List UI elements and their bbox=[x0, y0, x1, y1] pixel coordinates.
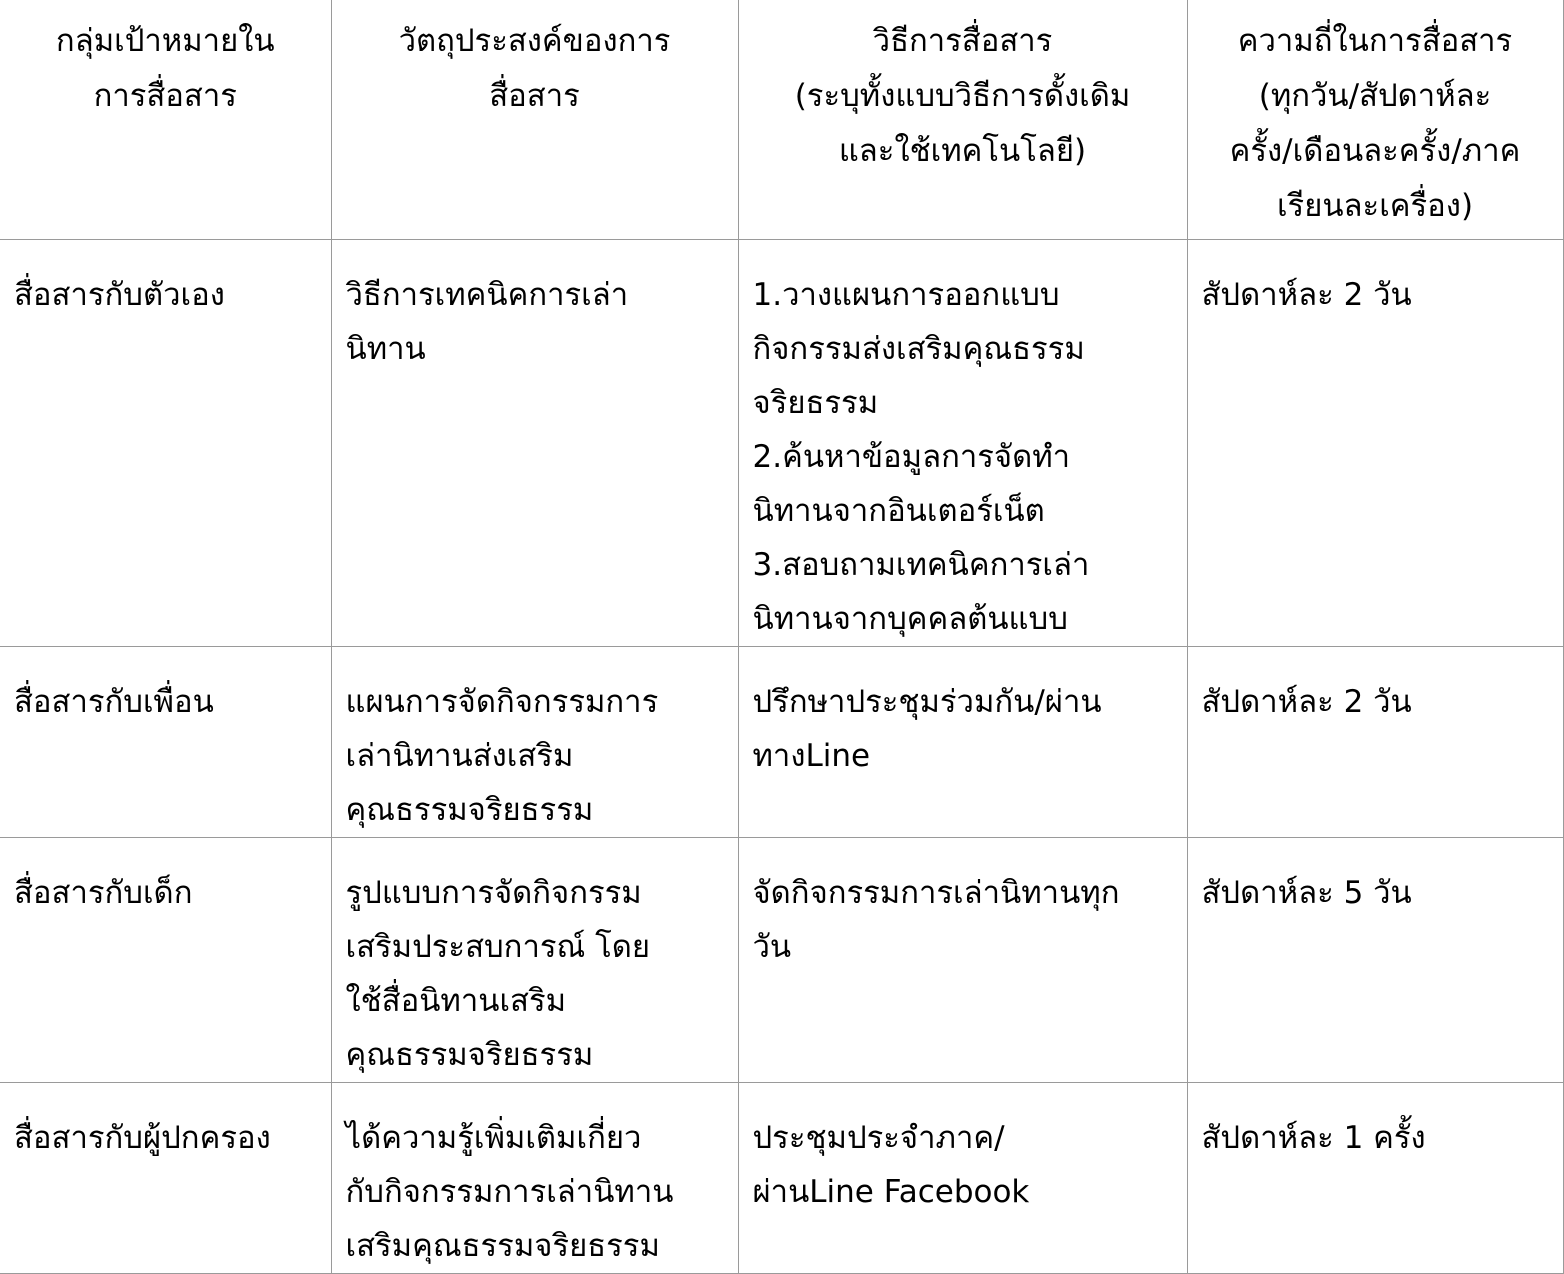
method-cell bbox=[738, 1082, 1187, 1273]
cell-line: ประชุมประจำภาค/ bbox=[752, 1119, 1005, 1156]
cell-line: นิทาน bbox=[345, 330, 426, 367]
header-line: และใช้เทคโนโลยี) bbox=[838, 133, 1087, 169]
table-row bbox=[0, 1082, 1563, 1273]
target-cell bbox=[0, 837, 331, 1082]
table-row bbox=[0, 646, 1563, 837]
target-cell bbox=[0, 239, 331, 646]
cell-line: ทางLine bbox=[752, 737, 871, 774]
header-line: วัตถุประสงค์ของการ bbox=[398, 23, 671, 59]
frequency-cell bbox=[1187, 837, 1563, 1082]
header-line: สื่อสาร bbox=[489, 78, 580, 114]
cell-line: ผ่านLine Facebook bbox=[752, 1173, 1030, 1210]
target-cell bbox=[0, 646, 331, 837]
cell-line: เสริมคุณธรรมจริยธรรม bbox=[345, 1227, 660, 1264]
cell-line: วัน bbox=[752, 928, 792, 965]
table-row bbox=[0, 837, 1563, 1082]
method-cell bbox=[738, 837, 1187, 1082]
objective-cell bbox=[331, 239, 738, 646]
method-cell bbox=[738, 239, 1187, 646]
header-line: (ระบุทั้งแบบวิธีการดั้งเดิม bbox=[794, 78, 1131, 114]
frequency-cell bbox=[1187, 646, 1563, 837]
header-line: เรียนละเครื่อง) bbox=[1276, 188, 1474, 224]
header-line: (ทุกวัน/สัปดาห์ละ bbox=[1258, 78, 1492, 114]
header-line: ความถี่ในการสื่อสาร bbox=[1237, 23, 1513, 59]
table-row bbox=[0, 239, 1563, 646]
header-line: การสื่อสาร bbox=[93, 78, 237, 114]
cell-line: รูปแบบการจัดกิจกรรม bbox=[345, 874, 642, 911]
cell-line: จริยธรรม bbox=[752, 384, 879, 421]
frequency-cell bbox=[1187, 239, 1563, 646]
target-cell bbox=[0, 1082, 331, 1273]
cell-line: นิทานจากอินเตอร์เน็ต bbox=[752, 492, 1045, 529]
cell-line: คุณธรรมจริยธรรม bbox=[345, 1036, 594, 1073]
method-cell bbox=[738, 646, 1187, 837]
cell-line: สัปดาห์ละ 2 วัน bbox=[1201, 276, 1412, 313]
objective-cell bbox=[331, 1082, 738, 1273]
cell-line: วิธีการเทคนิคการเล่า bbox=[345, 276, 629, 313]
cell-line: สื่อสารกับตัวเอง bbox=[14, 276, 225, 313]
cell-line: สื่อสารกับเพื่อน bbox=[14, 683, 214, 720]
header-objective bbox=[331, 0, 738, 239]
header-line: กลุ่มเป้าหมายใน bbox=[55, 23, 275, 59]
cell-line: กับกิจกรรมการเล่านิทาน bbox=[345, 1173, 674, 1210]
cell-line: สัปดาห์ละ 1 ครั้ง bbox=[1201, 1119, 1426, 1156]
header-target-group bbox=[0, 0, 331, 239]
cell-line: สื่อสารกับเด็ก bbox=[14, 874, 193, 911]
header-frequency bbox=[1187, 0, 1563, 239]
cell-line: 3.สอบถามเทคนิคการเล่า bbox=[752, 546, 1090, 583]
cell-line: สื่อสารกับผู้ปกครอง bbox=[14, 1119, 271, 1156]
cell-line: 1.วางแผนการออกแบบ bbox=[752, 276, 1060, 313]
cell-line: ใช้สื่อนิทานเสริม bbox=[345, 982, 567, 1019]
cell-line: นิทานจากบุคคลต้นแบบ bbox=[752, 600, 1068, 637]
objective-cell bbox=[331, 837, 738, 1082]
cell-line: จัดกิจกรรมการเล่านิทานทุก bbox=[752, 874, 1120, 911]
cell-line: ได้ความรู้เพิ่มเติมเกี่ยว bbox=[345, 1119, 642, 1156]
header-method bbox=[738, 0, 1187, 239]
cell-line: สัปดาห์ละ 2 วัน bbox=[1201, 683, 1412, 720]
cell-line: กิจกรรมส่งเสริมคุณธรรม bbox=[752, 330, 1085, 367]
header-line: ครั้ง/เดือนละครั้ง/ภาค bbox=[1229, 133, 1521, 169]
cell-line: คุณธรรมจริยธรรม bbox=[345, 791, 594, 828]
header-row bbox=[0, 0, 1563, 239]
cell-line: สัปดาห์ละ 5 วัน bbox=[1201, 874, 1412, 911]
cell-line: 2.ค้นหาข้อมูลการจัดทำ bbox=[752, 438, 1071, 475]
cell-line: แผนการจัดกิจกรรมการ bbox=[345, 683, 659, 720]
cell-line: ปรึกษาประชุมร่วมกัน/ผ่าน bbox=[752, 683, 1102, 720]
frequency-cell bbox=[1187, 1082, 1563, 1273]
cell-line: เสริมประสบการณ์ โดย bbox=[345, 928, 651, 965]
header-line: วิธีการสื่อสาร bbox=[872, 23, 1053, 59]
objective-cell bbox=[331, 646, 738, 837]
cell-line: เล่านิทานส่งเสริม bbox=[345, 737, 574, 774]
